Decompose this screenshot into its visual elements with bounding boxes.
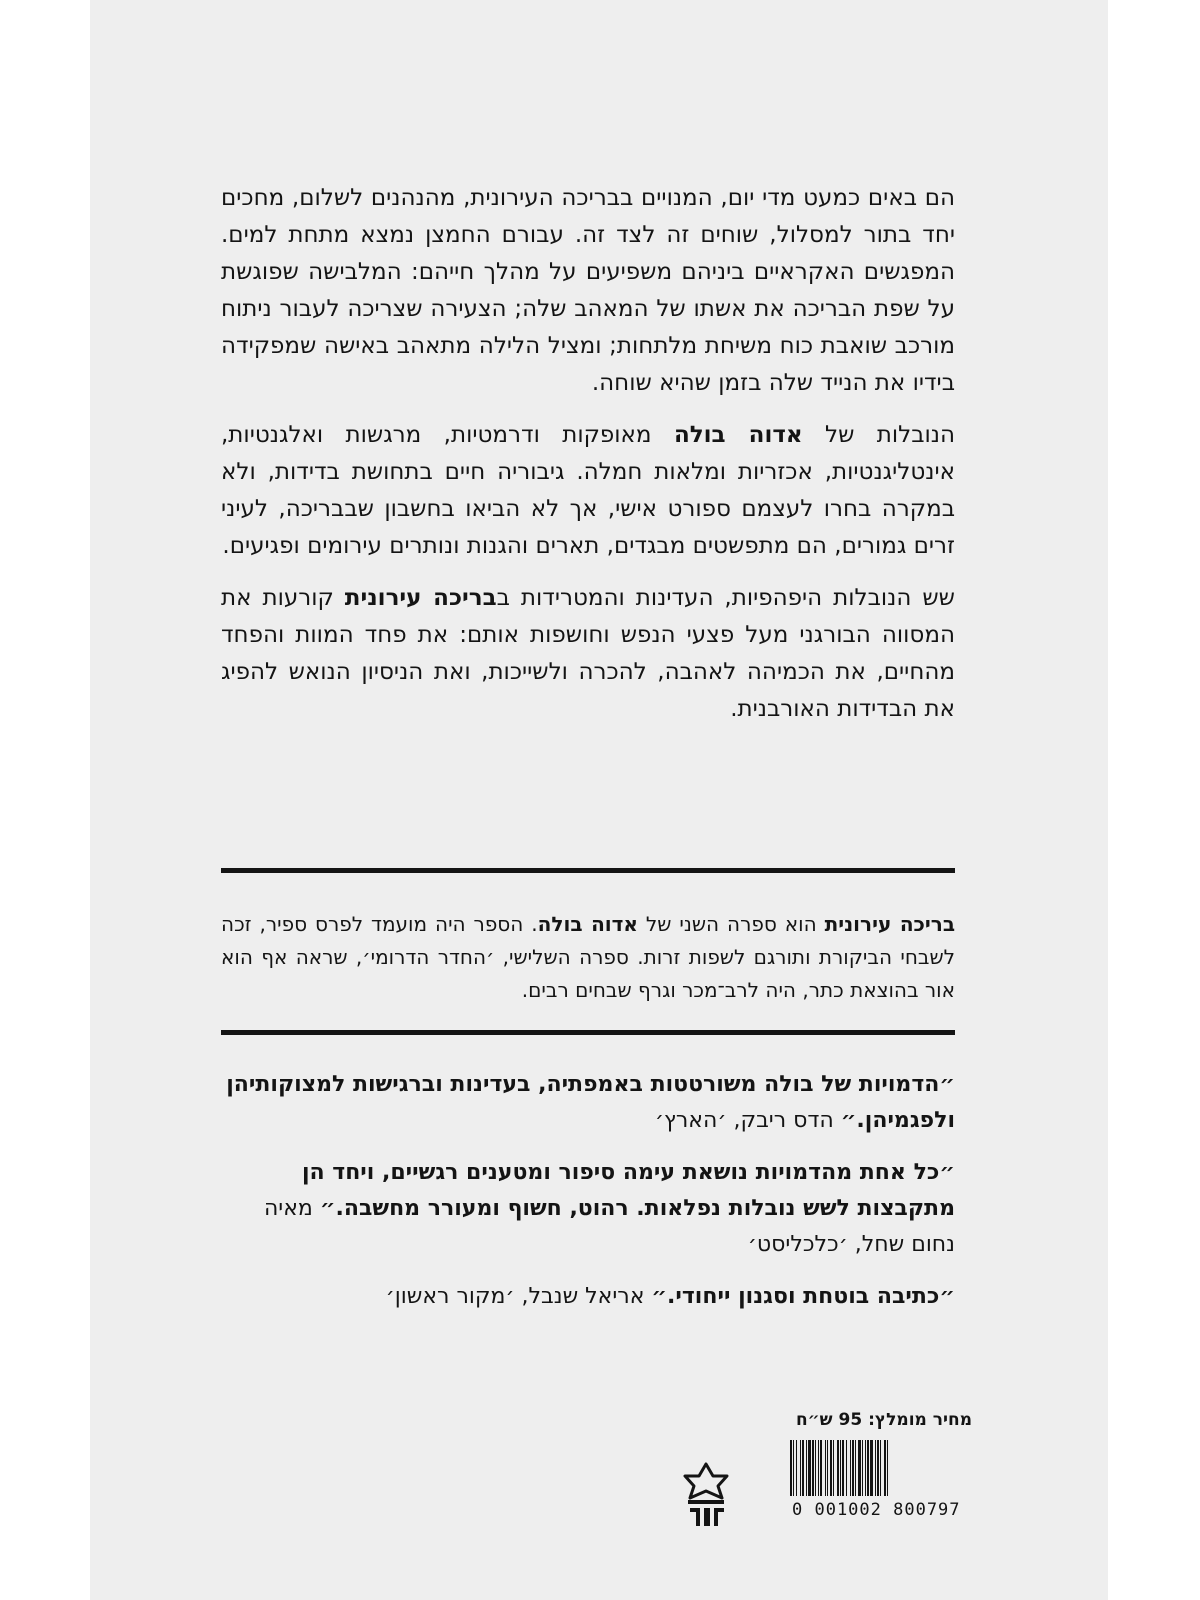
quote-source: מאיה נחום שחל, ׳כלכליסט׳ xyxy=(263,1196,955,1257)
about-text-1: הוא ספרה השני של xyxy=(638,912,825,936)
barcode-number: 0 001002 800797 xyxy=(792,1500,961,1520)
publisher-logo-icon xyxy=(676,1460,736,1530)
about-author xyxy=(221,908,955,1007)
blurb-p2-end: מאופקות ודרמטיות, מרגשות ואלגנטיות, אינטליגנטיות, אכזריות ומלאות חמלה. גיבוריה חיים בתחושת בדידות, ולא במקרה בחרו לעצמם ספורט אישי, אך לא הביאו בחשבון שבבריכה, לעיני זרים גמורים, הם מתפשטים מבגדים, תארים והגנות ונותרים עירומים ופגיעים. xyxy=(221,422,955,559)
blurb-paragraph-3 xyxy=(221,580,955,728)
divider-bottom xyxy=(221,1030,955,1035)
review-quotes xyxy=(221,1067,955,1331)
quote-source: אריאל שנבל, ׳מקור ראשון׳ xyxy=(385,1284,652,1309)
price-label: מחיר מומלץ: 95 ש״ח xyxy=(795,1410,972,1430)
barcode xyxy=(790,1440,986,1496)
blurb-p2-start: הנובלות של xyxy=(802,422,956,448)
quote-text: ״הדמויות של בולה משורטטות באמפתיה, בעדינות וברגישות למצוקותיהן ולפגמיהן.״ xyxy=(226,1072,955,1133)
book-title: בריכה עירונית xyxy=(344,585,497,611)
about-author-name: אדוה בולה xyxy=(537,912,638,936)
about-text-2: . הספר היה מועמד לפרס ספיר, זכה לשבחי הביקורת ותורגם לשפות זרות. ספרה השלישי, ׳החדר הדרומי׳, שראה אף הוא אור בהוצאת כתר, היה לרב־מכר וגרף שבחים רבים. xyxy=(221,912,955,1002)
quote-text: ״כתיבה בוטחת וסגנון ייחודי.״ xyxy=(651,1284,955,1309)
review-quote-3 xyxy=(221,1279,955,1315)
blurb-p3-start: שש הנובלות היפהפיות, העדינות והמטרידות ב xyxy=(496,585,955,611)
review-quote-1 xyxy=(221,1067,955,1139)
blurb-paragraph-2 xyxy=(221,417,955,565)
author-name: אדוה בולה xyxy=(673,422,803,448)
blurb-paragraph-1: הם באים כמעט מדי יום, המנויים בבריכה העירונית, מהנהנים לשלום, מחכים יחד בתור למסלול, שוחים זה לצד זה. עבורם החמצן נמצא מתחת למים. המפגשים האקראיים ביניהם משפיעים על מהלך חייהם: המלבישה שפוגשת על שפת הבריכה את אשתו של המאהב שלה; הצעירה שצריכה לעבור ניתוח מורכב שואבת כוח משיחת מלתחות; ומציל הלילה מתאהב באישה שמפקידה בידיו את הנייד שלה בזמן שהיא שוחה. xyxy=(221,185,955,396)
blurb xyxy=(221,180,955,728)
review-quote-2 xyxy=(221,1155,955,1263)
about-book-title: בריכה עירונית xyxy=(824,912,956,936)
quote-source: הדס ריבק, ׳הארץ׳ xyxy=(654,1108,841,1133)
divider-top xyxy=(221,868,955,873)
blurb-p3-end: קורעות את המסווה הבורגני מעל פצעי הנפש וחושפות אותם: את פחד המוות והפחד מהחיים, את הכמיהה לאהבה, להכרה ולשייכות, ואת הניסיון הנואש להפיג את הבדידות האורבנית. xyxy=(221,585,955,722)
quote-text: ״כל אחת מהדמויות נושאת עימה סיפור ומטענים רגשיים, ויחד הן מתקבצות לשש נובלות נפלאות. רהוט, חשוף ומעורר מחשבה.״ xyxy=(301,1160,955,1221)
